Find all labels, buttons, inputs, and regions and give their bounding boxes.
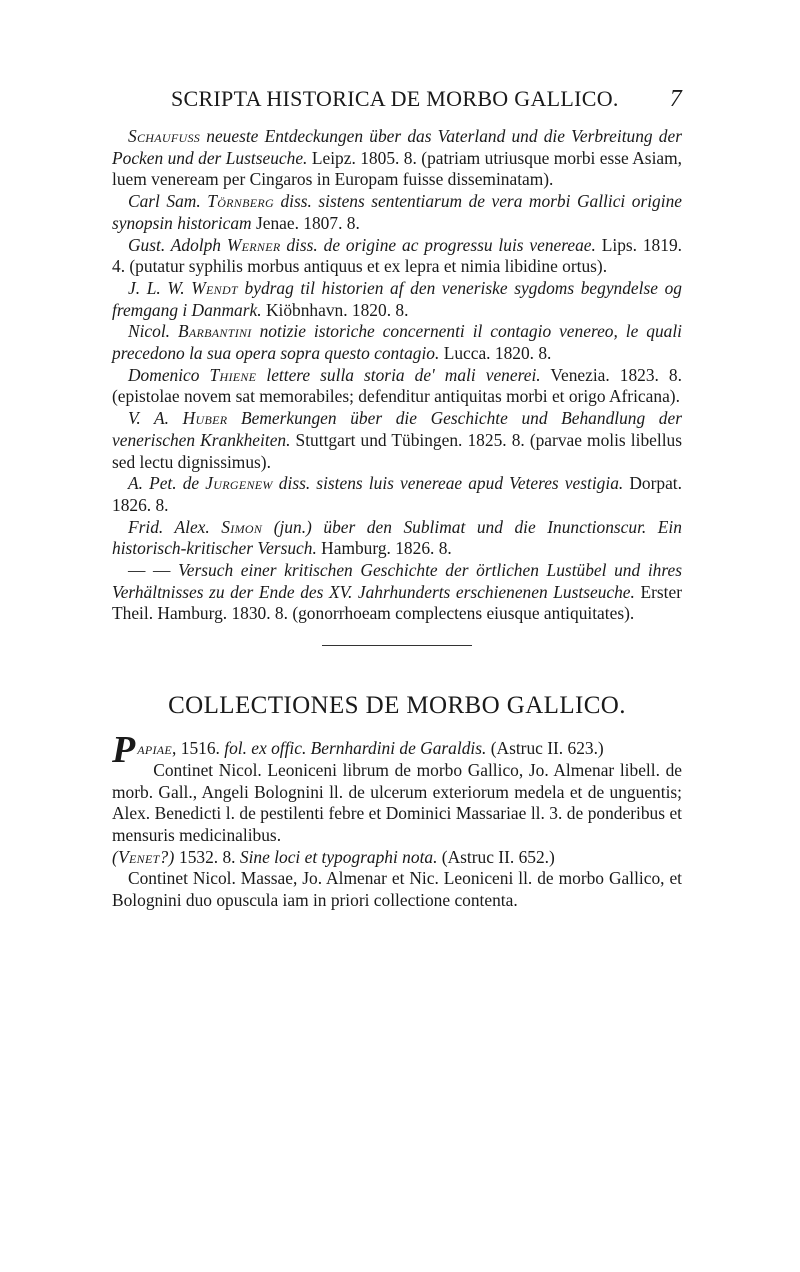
entry-imprint: Erster Theil. Hamburg. 1830. 8. (gonorrhoeam complectens eiusque antiquitates). xyxy=(112,581,682,624)
entry-title: Bemerkungen über die Geschichte und Behandlung der venerischen Krankheiten. xyxy=(112,408,682,450)
entry-author-prefix: Nicol. xyxy=(128,321,171,342)
page-number: 7 xyxy=(669,86,682,112)
section-divider xyxy=(322,645,472,646)
entry-author: Simon xyxy=(221,516,263,537)
entry-title: bydrag til historien af den veneriske sygdoms begyndelse og fremgang i Danmark. xyxy=(112,277,682,320)
bibliography-entry xyxy=(112,278,682,321)
entry-title: Versuch einer kritischen Geschichte der örtlichen Lustübel und ihres Verhältnisses zu der Ende des XV. Jahrhunderts erschienenen Lustseuche. xyxy=(112,560,682,602)
entry-author: Törnberg xyxy=(207,191,274,212)
collection-contents: Continet Nicol. Massae, Jo. Almenar et Nic. Leoniceni ll. de morbo Gallico, et Bolognini duo opuscula iam in priori collectione contenta. xyxy=(112,868,682,911)
collection-heading xyxy=(112,729,682,772)
bibliography-entry xyxy=(112,517,682,560)
collection-contents: Continet Nicol. Leoniceni librum de morbo Gallico, Jo. Almenar libell. de morb. Gall., Angeli Bolognini ll. de ulcerum exteriorum medela et de unguentis; Alex. Benedicti l. de pestilenti febre et Dominici Massariae ll. 3. de ponderibus et mensuris medicinalibus. xyxy=(112,759,682,845)
book-page xyxy=(112,86,682,912)
entry-author: Werner xyxy=(226,234,281,255)
collection-imprint: fol. ex offic. Bernhardini de Garaldis. xyxy=(224,738,487,759)
bibliography-entry xyxy=(112,321,682,364)
entry-author-prefix: Frid. Alex. xyxy=(128,516,210,537)
collection-place: (Venet?) xyxy=(112,846,175,867)
entry-imprint: Stuttgart und Tübingen. 1825. 8. (parvae molis libellus sed lectu dignissimus). xyxy=(112,429,682,472)
bibliography-entry xyxy=(112,560,682,625)
entry-title: diss. sistens sententiarum de vera morbi Gallici origine synopsin historicam xyxy=(112,191,682,233)
entry-author-prefix: Domenico xyxy=(128,364,200,385)
entry-title: notizie istoriche concernenti il contagio venereo, le quali precedono la sua opera sopra questo contagio. xyxy=(112,321,683,364)
entry-author-prefix: Gust. Adolph xyxy=(128,234,221,255)
entry-imprint: Hamburg. 1826. 8. xyxy=(321,538,452,559)
collection-item xyxy=(112,847,682,912)
section-title: COLLECTIONES DE MORBO GALLICO. xyxy=(168,692,626,720)
bibliography-list xyxy=(112,126,682,625)
entry-title: lettere sulla storia de' mali venerei. xyxy=(266,364,541,385)
collections-list xyxy=(112,729,682,912)
bibliography-entry xyxy=(112,126,682,191)
running-title: SCRIPTA HISTORICA DE MORBO GALLICO. xyxy=(170,86,619,111)
collection-imprint: Sine loci et typographi nota. xyxy=(239,846,438,867)
entry-title: über den Sublimat und die Inunctionscur. Ein historisch-kritischer Versuch. xyxy=(112,516,682,559)
entry-author: Huber xyxy=(182,408,228,429)
bibliography-entry xyxy=(112,408,682,473)
collection-reference: (Astruc II. 623.) xyxy=(490,738,604,759)
entry-imprint: Venezia. 1823. 8. (epistolae novem sat memorabiles; defenditur antiquitas morbi et origo Africana). xyxy=(112,364,682,407)
entry-imprint: Jenae. 1807. 8. xyxy=(255,212,360,233)
entry-imprint: Leipz. 1805. 8. (patriam utriusque morbi esse Asiam, luem veneream per Cingaros in Europam fuisse disseminatam). xyxy=(112,147,682,190)
entry-author-prefix: V. A. xyxy=(128,408,170,429)
entry-imprint: Dorpat. 1826. 8. xyxy=(112,473,682,515)
collection-year: 1532. 8. xyxy=(179,846,236,867)
running-header xyxy=(112,86,682,118)
bibliography-entry xyxy=(112,365,682,408)
entry-author-prefix: A. Pet. de xyxy=(128,473,200,494)
entry-author-prefix: J. L. W. xyxy=(128,277,185,298)
drop-capital: P xyxy=(112,729,136,772)
bibliography-entry xyxy=(112,235,682,278)
entry-author: Barbantini xyxy=(177,321,252,342)
entry-imprint: Lucca. 1820. 8. xyxy=(443,343,552,364)
entry-imprint: Lips. 1819. 4. (putatur syphilis morbus antiquus et ex lepra et nimia libidine ortus). xyxy=(112,234,682,277)
collection-year: , 1516. xyxy=(172,738,220,759)
bibliography-entry xyxy=(112,473,682,516)
entry-author-prefix: Carl Sam. xyxy=(128,191,201,212)
entry-title: diss. sistens luis venereae apud Veteres vestigia. xyxy=(278,473,624,494)
entry-author: Jurgenew xyxy=(205,473,273,494)
collection-place: apiae xyxy=(137,738,173,759)
entry-author: Thiene xyxy=(209,364,257,385)
entry-author-suffix: (jun.) xyxy=(273,516,312,537)
entry-ditto: — — xyxy=(128,560,171,581)
bibliography-entry xyxy=(112,191,682,234)
collection-item xyxy=(112,729,682,847)
entry-author: Schaufuss xyxy=(128,126,201,146)
entry-title: diss. de origine ac progressu luis venereae. xyxy=(286,234,596,255)
entry-title: neueste Entdeckungen über das Vaterland und die Verbreitung der Pocken und der Lustseuche. xyxy=(112,126,682,168)
entry-imprint: Kiöbnhavn. 1820. 8. xyxy=(265,299,409,320)
collection-reference: (Astruc II. 652.) xyxy=(441,846,555,867)
entry-author: Wendt xyxy=(191,277,238,298)
collection-heading xyxy=(112,847,682,869)
